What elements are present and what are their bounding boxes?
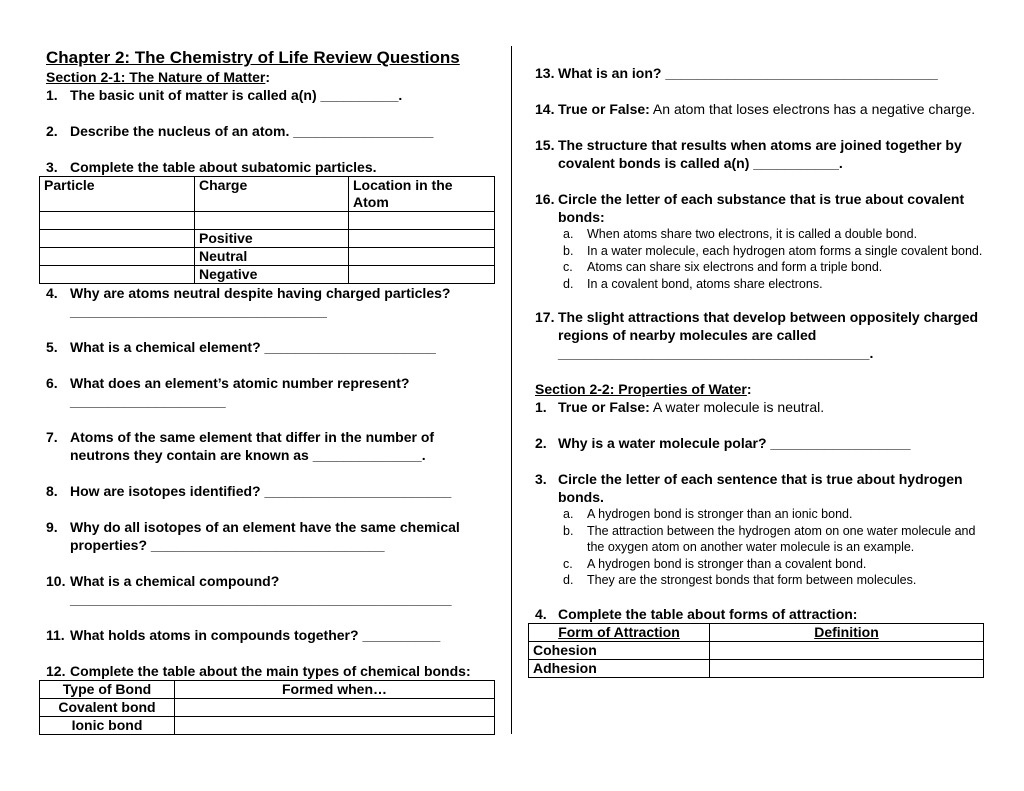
table-header-cell: Form of Attraction <box>529 623 710 641</box>
table-cell[interactable] <box>710 659 984 677</box>
water-question-1 <box>535 398 985 416</box>
question-number: 14. <box>535 101 555 117</box>
question-text: Atoms of the same element that differ in the number of neutrons they contain are known as ______________. <box>70 429 435 463</box>
choice-item[interactable] <box>563 259 985 276</box>
choice-letter: d. <box>563 573 574 587</box>
question-text: Circle the letter of each substance that is true about covalent bonds: <box>558 191 965 225</box>
question-1 <box>46 86 496 104</box>
table-cell[interactable] <box>195 212 349 230</box>
table-cell[interactable] <box>40 266 195 284</box>
question-number: 1. <box>535 399 547 415</box>
water-question-4 <box>535 605 985 623</box>
question-text: Complete the table about the main types of chemical bonds: <box>70 663 471 679</box>
table-row <box>40 717 495 735</box>
choice-letter: b. <box>563 243 574 258</box>
choice-item[interactable] <box>563 556 985 573</box>
question-number: 2. <box>535 435 547 451</box>
question-text: What is an ion? ___________________________________ <box>558 65 938 81</box>
question-number: 17. <box>535 309 555 325</box>
question-text: Why are atoms neutral despite having charged particles? _________________________________ <box>70 285 451 319</box>
table-cell[interactable] <box>349 230 495 248</box>
question-number: 1. <box>46 87 58 103</box>
choice-text: They are the strongest bonds that form between molecules. <box>587 573 917 587</box>
table-cell: Covalent bond <box>40 699 175 717</box>
question-number: 9. <box>46 519 58 535</box>
table-row <box>40 248 495 266</box>
choice-text: The attraction between the hydrogen atom on one water molecule and the oxygen atom on another water molecule is an example. <box>587 523 976 554</box>
water-question-2 <box>535 434 985 452</box>
question-text: A water molecule is neutral. <box>649 399 825 415</box>
choice-text: When atoms share two electrons, it is called a double bond. <box>587 227 918 241</box>
subatomic-particles-table <box>39 176 495 284</box>
question-10 <box>46 572 496 608</box>
question-text: Why do all isotopes of an element have the same chemical properties? ______________________________ <box>70 519 460 553</box>
question-17 <box>535 308 985 362</box>
table-header-cell: Charge <box>195 177 349 212</box>
table-row <box>529 641 984 659</box>
table-header-cell: Particle <box>40 177 195 212</box>
table-row <box>40 212 495 230</box>
question-text: The basic unit of matter is called a(n) __________. <box>70 87 403 103</box>
table-cell[interactable] <box>40 212 195 230</box>
choice-item[interactable] <box>563 523 985 556</box>
question-text: Complete the table about forms of attraction: <box>558 605 858 622</box>
water-question-3 <box>535 470 985 506</box>
true-false-label: True or False: <box>558 399 650 415</box>
section-2-2-heading <box>535 380 985 398</box>
question-text: Why is a water molecule polar? __________________ <box>558 435 911 451</box>
question-number: 8. <box>46 483 58 499</box>
table-row <box>40 230 495 248</box>
section-2-1-label: Section 2-1: The Nature of Matter <box>46 69 266 85</box>
table-header-cell: Definition <box>710 623 984 641</box>
table-cell: Adhesion <box>529 659 710 677</box>
table-header-row <box>40 681 495 699</box>
question-number: 3. <box>46 159 58 175</box>
choice-letter: c. <box>563 556 573 571</box>
choice-text: Atoms can share six electrons and form a triple bond. <box>587 260 883 274</box>
table-cell: Cohesion <box>529 641 710 659</box>
question-13 <box>535 64 985 82</box>
question-3 <box>46 158 496 176</box>
table-cell[interactable] <box>349 266 495 284</box>
choice-item[interactable] <box>563 226 985 243</box>
question-16 <box>535 190 985 226</box>
question-11 <box>46 626 496 644</box>
table-cell[interactable] <box>710 641 984 659</box>
table-cell[interactable] <box>40 230 195 248</box>
choice-letter: a. <box>563 227 574 241</box>
table-header-cell: Formed when… <box>175 681 495 699</box>
question-number: 15. <box>535 137 555 153</box>
table-cell: Neutral <box>195 248 349 266</box>
question-number: 7. <box>46 429 58 445</box>
table-cell[interactable] <box>40 248 195 266</box>
table-header-row <box>40 177 495 212</box>
choice-item[interactable] <box>563 243 985 260</box>
column-divider <box>511 46 512 734</box>
question-text: The slight attractions that develop between oppositely charged regions of nearby molecules are called ________________________________________. <box>558 309 979 361</box>
table-cell: Ionic bond <box>40 717 175 735</box>
true-false-label: True or False: <box>558 101 650 117</box>
question-text: The structure that results when atoms are joined together by covalent bonds is called a(n) ___________. <box>558 137 962 171</box>
table-header-cell: Type of Bond <box>40 681 175 699</box>
left-column <box>46 48 496 735</box>
table-row <box>529 659 984 677</box>
section-2-1-heading <box>46 68 496 86</box>
question-text: What holds atoms in compounds together? __________ <box>70 627 441 643</box>
question-15 <box>535 136 985 172</box>
question-16-choices <box>563 226 985 292</box>
question-9 <box>46 518 496 554</box>
question-14 <box>535 100 985 118</box>
question-number: 4. <box>46 285 58 301</box>
question-number: 12. <box>46 663 66 679</box>
section-2-2-label: Section 2-2: Properties of Water <box>535 381 747 397</box>
question-8 <box>46 482 496 500</box>
table-row <box>40 699 495 717</box>
table-header-row <box>529 623 984 641</box>
question-text: Circle the letter of each sentence that is true about hydrogen bonds. <box>558 471 963 505</box>
question-number: 2. <box>46 123 58 139</box>
question-text: Complete the table about subatomic particles. <box>70 159 377 175</box>
table-cell[interactable] <box>175 699 495 717</box>
water-question-3-choices <box>563 506 985 589</box>
question-number: 13. <box>535 65 555 81</box>
choice-letter: a. <box>563 507 574 521</box>
table-cell: Positive <box>195 230 349 248</box>
right-column <box>535 64 985 678</box>
question-text: Describe the nucleus of an atom. __________________ <box>70 123 434 139</box>
question-number: 16. <box>535 191 555 207</box>
choice-letter: c. <box>563 260 573 274</box>
table-cell[interactable] <box>349 248 495 266</box>
section-2-2-colon: : <box>746 381 752 397</box>
table-cell[interactable] <box>349 212 495 230</box>
choice-item[interactable] <box>563 506 985 523</box>
forms-of-attraction-table <box>528 623 984 678</box>
question-number: 11. <box>46 627 65 643</box>
question-number: 10. <box>46 573 66 589</box>
choice-item[interactable] <box>563 276 985 293</box>
table-header-cell: Location in the Atom <box>349 177 495 212</box>
question-text: What does an element’s atomic number represent? ____________________ <box>70 375 410 409</box>
choice-letter: d. <box>563 276 574 291</box>
question-5 <box>46 338 496 356</box>
choice-text: In a covalent bond, atoms share electrons. <box>587 276 823 291</box>
choice-text: A hydrogen bond is stronger than a covalent bond. <box>587 556 867 571</box>
choice-text: In a water molecule, each hydrogen atom forms a single covalent bond. <box>587 243 983 258</box>
question-text: An atom that loses electrons has a negative charge. <box>649 101 976 117</box>
table-cell[interactable] <box>175 717 495 735</box>
question-4 <box>46 284 496 320</box>
section-2-1-colon: : <box>265 69 271 85</box>
choice-letter: b. <box>563 523 574 538</box>
choice-item[interactable] <box>563 572 985 589</box>
question-number: 6. <box>46 375 58 391</box>
chemical-bonds-table <box>39 680 495 735</box>
question-text: What is a chemical element? ______________________ <box>70 339 436 355</box>
question-7 <box>46 428 496 464</box>
page-title: Chapter 2: The Chemistry of Life Review Questions <box>46 48 460 67</box>
table-cell: Negative <box>195 266 349 284</box>
question-number: 5. <box>46 339 58 355</box>
question-2 <box>46 122 496 140</box>
question-6 <box>46 374 496 410</box>
table-row <box>40 266 495 284</box>
question-text: What is a chemical compound? _________________________________________________ <box>70 573 452 607</box>
choice-text: A hydrogen bond is stronger than an ionic bond. <box>587 507 853 521</box>
question-number: 3. <box>535 471 547 487</box>
question-12 <box>46 662 496 680</box>
question-number: 4. <box>535 605 547 622</box>
question-text: How are isotopes identified? ________________________ <box>70 483 452 499</box>
